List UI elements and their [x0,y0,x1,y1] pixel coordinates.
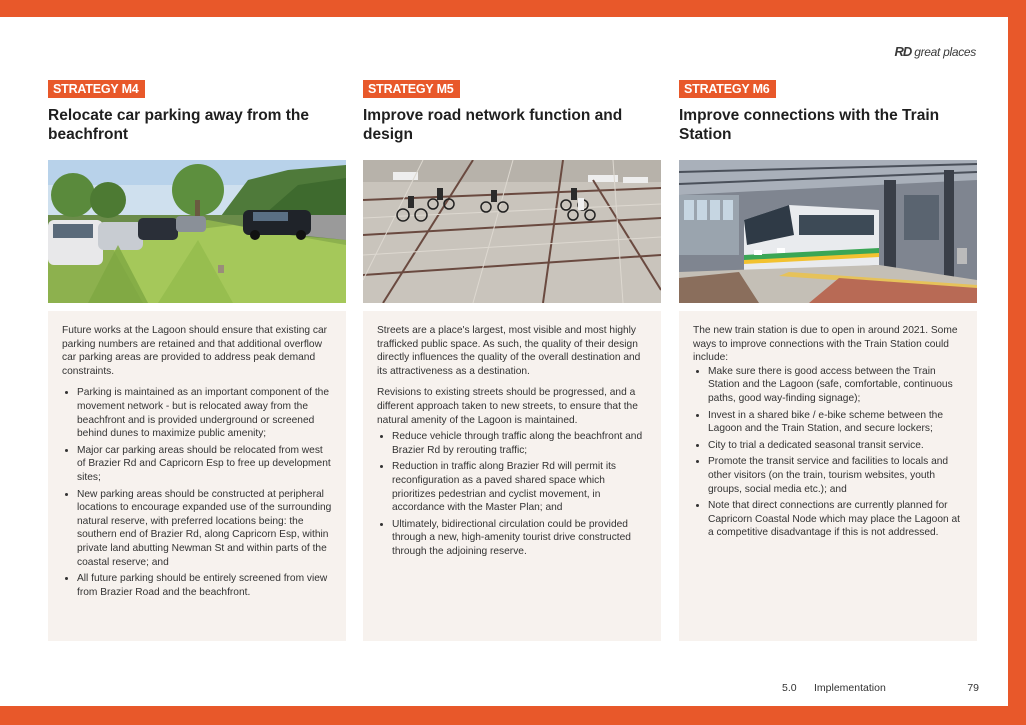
strategy-title: Relocate car parking away from the beachfront [48,107,310,143]
list-item: • Ultimately, bidirectional circulation could be provided through a new, high-amenity tourist drive constructed through the adjoining reserve. [392,518,648,559]
brand-name: great places [914,44,976,59]
strategy-paragraph: Future works at the Lagoon should ensure that existing car parking numbers are retained and that additional overflow car parking areas are provided to address peak demand constraints. [62,325,328,377]
list-item: • All future parking should be entirely screened from view from Brazier Road and the beachfront. [77,572,333,599]
page-number: 79 [967,682,979,694]
strategy-column-m4 [48,80,346,641]
page-footer [782,682,979,694]
strategy-column-m6 [679,80,977,641]
list-item: • Note that direct connections are currently planned for Capricorn Coastal Node which may place the Lagoon at a competitive disadvantage if this is not addressed. [708,499,964,540]
top-accent-bar [0,0,1026,17]
brand-mark: RD [894,44,912,59]
strategy-text-panel [48,311,346,641]
strategy-paragraph: The new train station is due to open in around 2021. Some ways to improve connections with the Train Station could include: [693,325,958,364]
strategy-bullet-list [377,430,648,558]
list-item: • New parking areas should be constructed at peripheral locations to encourage expanded use of the surrounding natural reserve, with preferred locations being: the southern end of Brazier Rd, along Capricorn Esp, within private land abutting Newman St and within parts of the coastal reserve; and [77,488,333,570]
section-number: 5.0 [782,682,797,694]
strategy-paragraph: Revisions to existing streets should be progressed, and a different approach taken to new streets, to ensure that the natural amenity of the Lagoon is maintained. [377,387,638,426]
list-item: • Reduce vehicle through traffic along the beachfront and Brazier Rd by rerouting traffic; [392,430,648,457]
shared-street-cyclists-photo [363,160,661,303]
strategy-column-m5 [363,80,661,641]
list-item: • Promote the transit service and facilities to locals and other visitors (on the train, tourism websites, youth groups, social media etc.); and [708,455,964,496]
strategy-paragraph: Streets are a place's largest, most visible and most highly trafficked public space. As such, the quality of their design directly influences the quality of the overall destination and its attractiveness as a destination. [377,325,641,377]
list-item: • Parking is maintained as an important component of the movement network - but is relocated away from the beachfront and is provided underground or screened behind dunes to maximize public amenity; [77,386,333,440]
list-item: • Invest in a shared bike / e-bike scheme between the Lagoon and the Train Station, and secure lockers; [708,409,964,436]
section-name: Implementation [814,682,886,694]
brand-logo [894,44,976,59]
train-station-photo [679,160,977,303]
list-item: • Major car parking areas should be relocated from west of Brazier Rd and Capricorn Esp to free up development sites; [77,444,333,485]
list-item: • Make sure there is good access between the Train Station and the Lagoon (safe, comfortable, continuous paths, good way-finding signage); [708,365,964,406]
strategy-badge: STRATEGY M6 [679,80,776,98]
strategy-bullet-list [693,365,964,540]
strategy-text-panel [363,311,661,641]
list-item: • City to trial a dedicated seasonal transit service. [708,439,964,453]
right-accent-bar [1008,0,1026,725]
bottom-accent-bar [0,706,1026,725]
strategy-title: Improve connections with the Train Station [679,107,940,143]
strategy-text-panel [679,311,977,641]
strategy-badge: STRATEGY M5 [363,80,460,98]
list-item: • Reduction in traffic along Brazier Rd will permit its reconfiguration as a paved shared space which prioritizes pedestrian and cyclist movement, in accordance with the Master Plan; and [392,460,648,514]
strategy-badge: STRATEGY M4 [48,80,145,98]
car-park-photo [48,160,346,303]
strategy-title: Improve road network function and design [363,107,623,143]
strategy-bullet-list [62,386,333,599]
